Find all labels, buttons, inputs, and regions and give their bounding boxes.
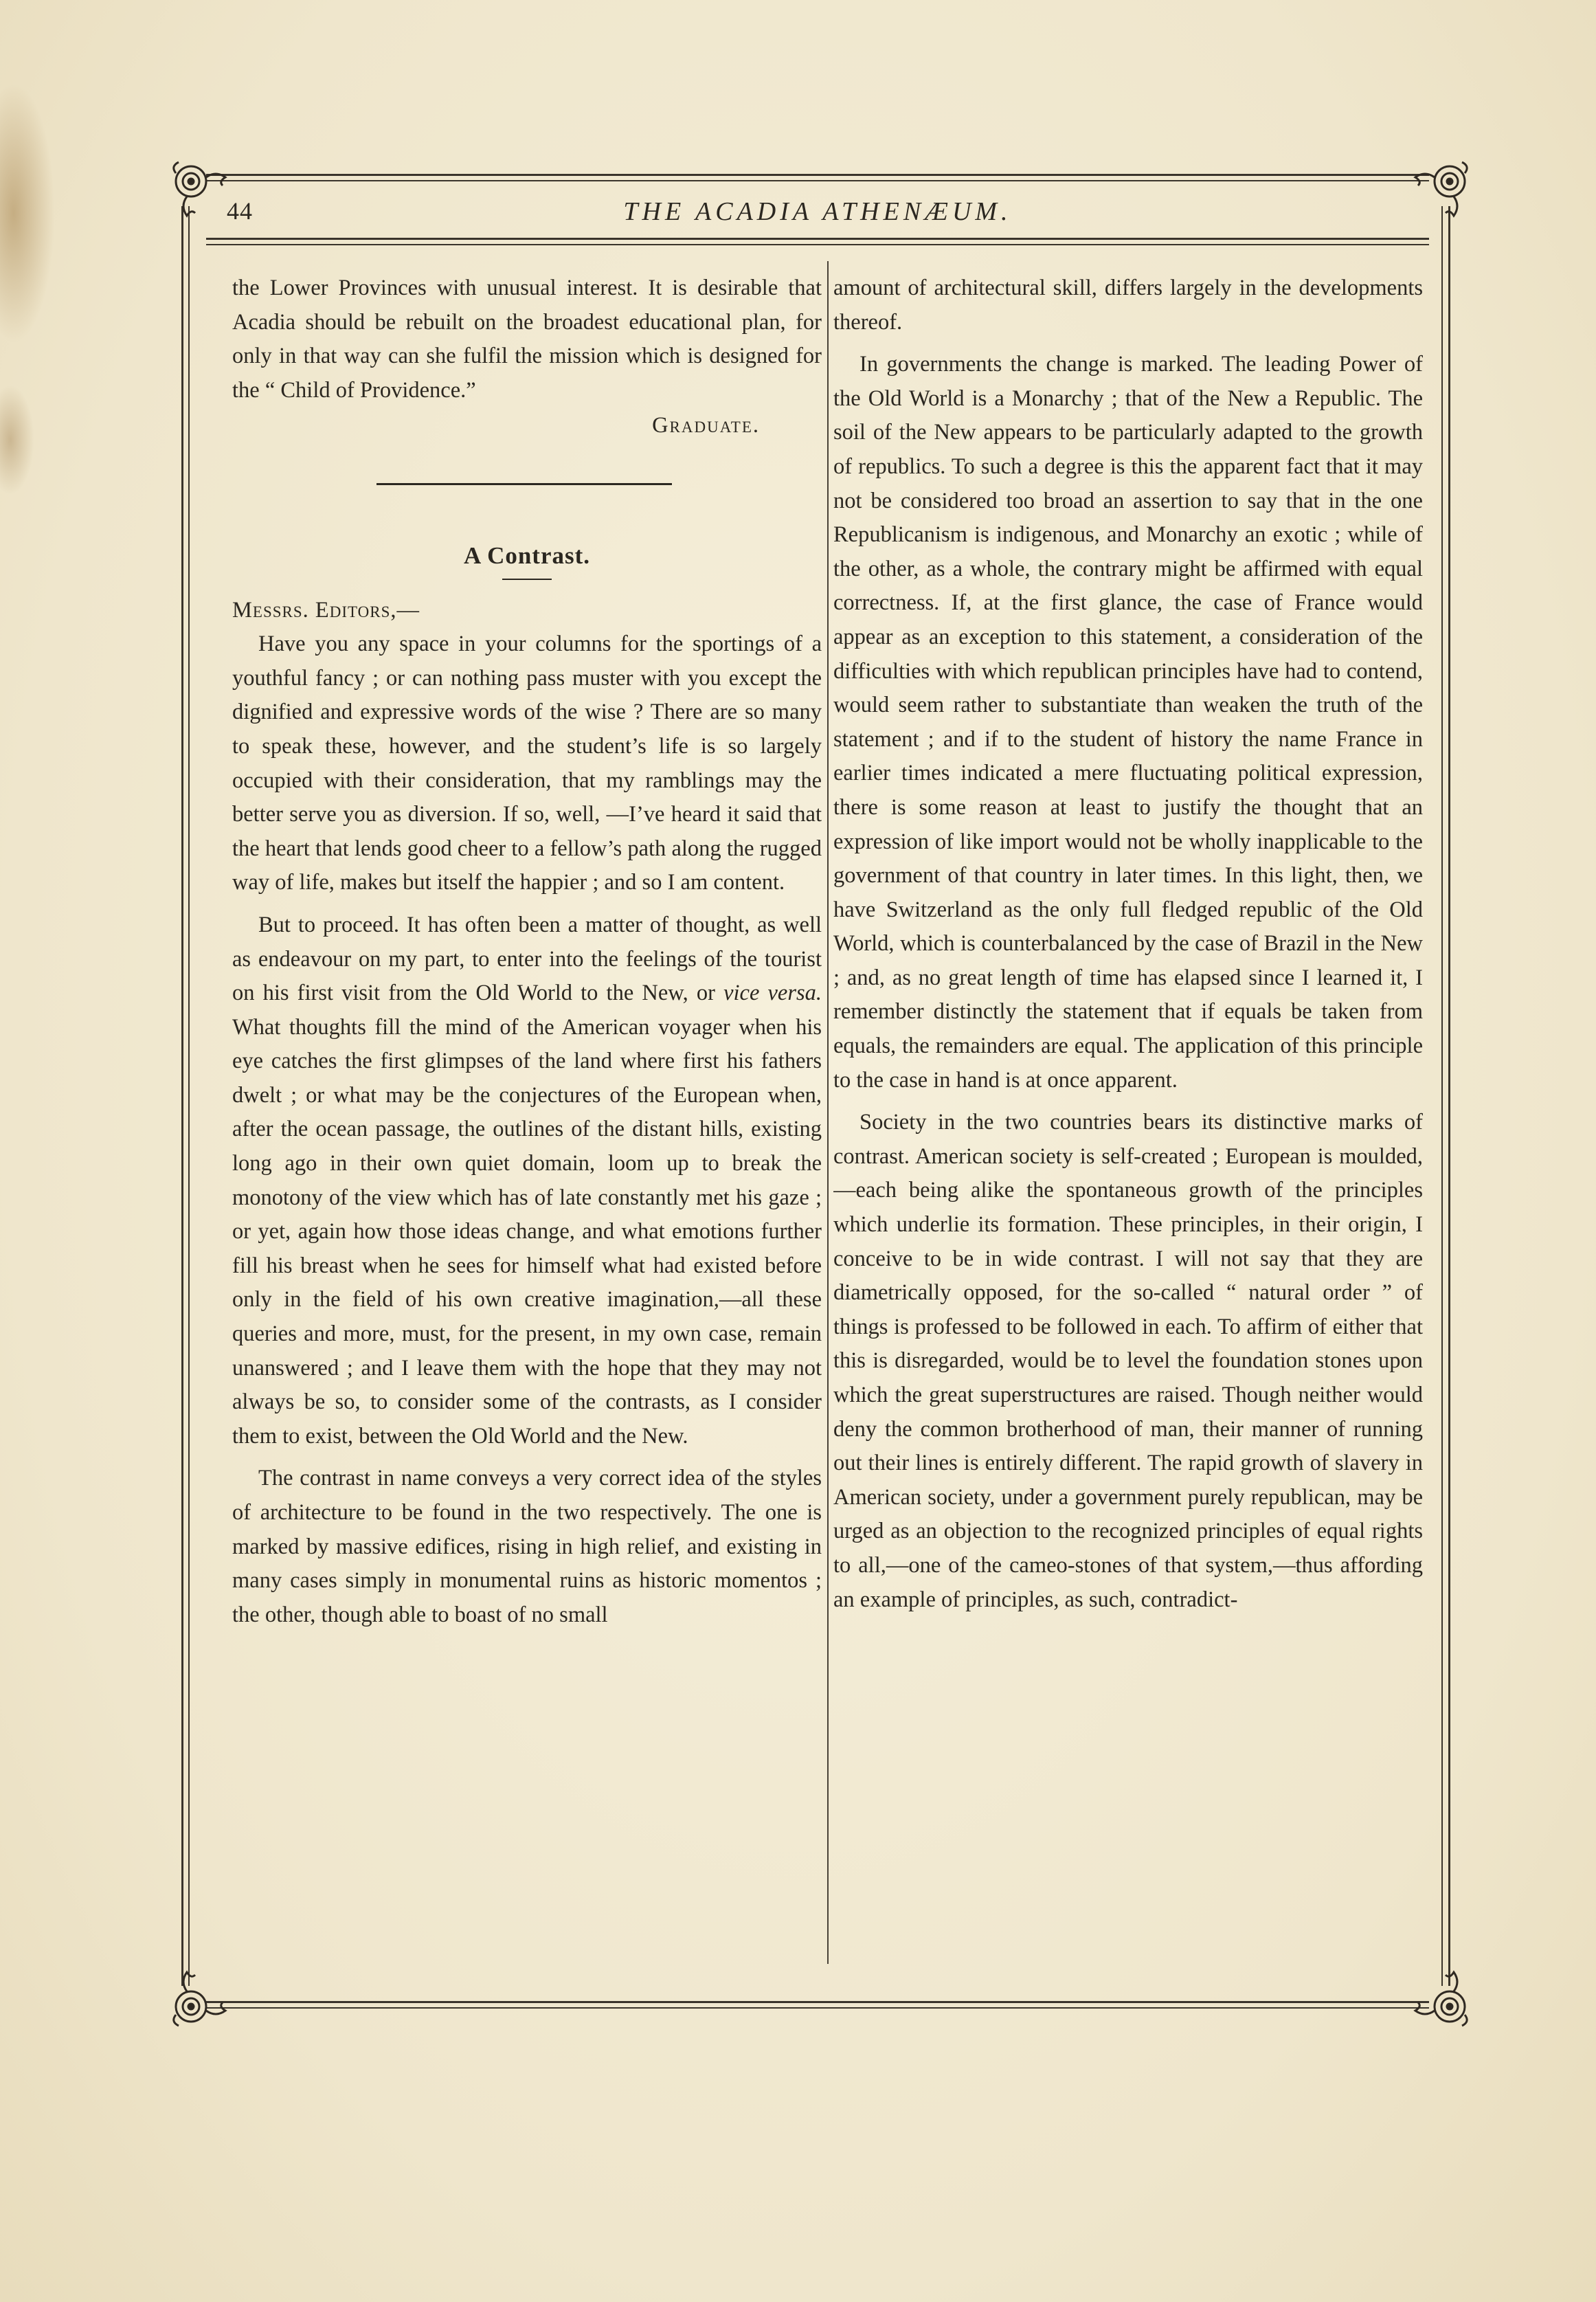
left-rule-outer xyxy=(181,206,183,1986)
paragraph: amount of architectural skill, differs largely in the developments thereof. xyxy=(833,276,1423,335)
top-rule-outer xyxy=(206,174,1429,176)
header-rule-outer xyxy=(206,238,1429,240)
paragraph: the Lower Provinces with unusual interest. It is desirable that Acadia should be rebuilt on the broadest educational plan, for only in that way can she fulfil the mission which is designed for the “ Child of Providence.” xyxy=(232,276,822,403)
left-column xyxy=(232,271,822,1965)
italic-phrase: vice versa. xyxy=(723,981,822,1006)
paragraph-text: But to proceed. It has often been a matter of thought, as well as endeavour on my part, to enter into the feelings of the tourist on his first visit from the Old World to the New, or xyxy=(232,912,822,1006)
journal-title: THE ACADIA ATHENÆUM. xyxy=(623,197,1012,226)
bottom-rule-inner xyxy=(206,2007,1429,2009)
page-stain xyxy=(0,385,34,495)
corner-ornament-icon xyxy=(1395,1953,1477,2035)
salutation: Messrs. Editors,— xyxy=(232,597,420,623)
paragraph: The contrast in name conveys a very correct idea of the styles of architecture to be found in the two respectively. The one is marked by massive edifices, rising in high relief, and existing in many cases simply in monumental ruins as historic momentos ; the other, though able to boast of no small xyxy=(232,1466,822,1627)
page-number: 44 xyxy=(227,197,253,225)
paragraph: In governments the change is marked. The leading Power of the Old World is a Monarchy ; that of the New a Republic. The soil of the New appears to be particularly adapted to the growth of republics. To such a degree is this the apparent fact that it may not be considered too broad an assertion to say that in the one Republicanism is indigenous, and Monarchy an exotic ; while of the other, as a whole, the contrary might be affirmed with equal correctness. If, at the first glance, the case of France would appear as an exception to this statement, a consideration of the difficulties with which republican principles have had to contend, would seem rather to substantiate than weaken the truth of the statement ; and if to the student of history the name France in earlier times indicated a mere fluctuating political expression, there is some reason at least to justify the thought that an expression of like import would not be wholly inapplicable to the government of that country in later times. In this light, then, we have Switzerland as the only full fledged republic of the Old World, which is counterbalanced by the case of Brazil in the New ; and, as no great length of time has elapsed since I learned it, I remember distinctly the statement that if equals be taken from equals, the remainders are equal. The application of this principle to the case in hand is at once apparent. xyxy=(833,352,1423,1093)
page-stain xyxy=(0,82,55,344)
left-rule-inner xyxy=(188,206,190,1986)
signature: Graduate. xyxy=(652,413,760,438)
right-column xyxy=(833,271,1423,1965)
right-rule-outer xyxy=(1448,206,1450,1986)
paragraph-text: What thoughts fill the mind of the American voyager when his eye catches the first glimpses of the land where first his fathers dwelt ; or what may be the conjectures of the European when, after the ocean passage, the outlines of the distant hills, existing long ago in their own quiet domain, loom up to break the monotony of the view which has of late constantly met his gaze ; or yet, again how those ideas change, and what emotions further fill his breast when he sees for himself what had existed before only in the field of his own creative imagination,—all these queries and more, must, for the present, in my own case, remain unanswered ; and I leave them with the hope that they may not always be so, to consider some of the contrasts, as I consider them to exist, between the Old World and the New. xyxy=(232,1014,822,1449)
running-header xyxy=(227,197,1408,231)
paragraph xyxy=(232,908,822,1454)
corner-ornament-icon xyxy=(164,1953,246,2035)
bottom-rule-outer xyxy=(206,2001,1429,2003)
paragraph: Society in the two countries bears its distinctive marks of contrast. American society is self-created ; European is moulded,—each being alike the spontaneous growth of the principles which underlie its formation. These principles, in their origin, I conceive to be in wide contrast. I will not say that they are diametrically opposed, for the so-called “ natural order ” of things is professed to be followed in each. To affirm of either that this is disregarded, would be to level the foundation stones upon which the great superstructures are raised. Though neither would deny the common brotherhood of man, their manner of running out their lines is entirely different. The rapid growth of slavery in American society, under a government purely republican, may be urged as an objection to the recognized principles of equal rights to all,—one of the cameo-stones of that system,—thus affording an example of principles, as such, contradict- xyxy=(833,1110,1423,1612)
top-rule-inner xyxy=(206,180,1429,181)
column-divider xyxy=(827,261,829,1964)
right-rule-inner xyxy=(1441,206,1443,1986)
section-separator xyxy=(376,483,672,485)
header-rule-inner xyxy=(206,244,1429,245)
article-title: A Contrast. xyxy=(463,541,591,569)
paragraph: Have you any space in your columns for the sportings of a youthful fancy ; or can nothing pass muster with you except the dignified and expressive words of the wise ? There are so many to speak these, however, and the student’s life is so largely occupied with their consideration, that my ramblings may the better serve you as diversion. If so, well, —I’ve heard it said that the heart that lends good cheer to a fellow’s path along the rugged way of life, makes but itself the happier ; and so I am content. xyxy=(232,632,822,895)
title-dash xyxy=(502,579,552,580)
